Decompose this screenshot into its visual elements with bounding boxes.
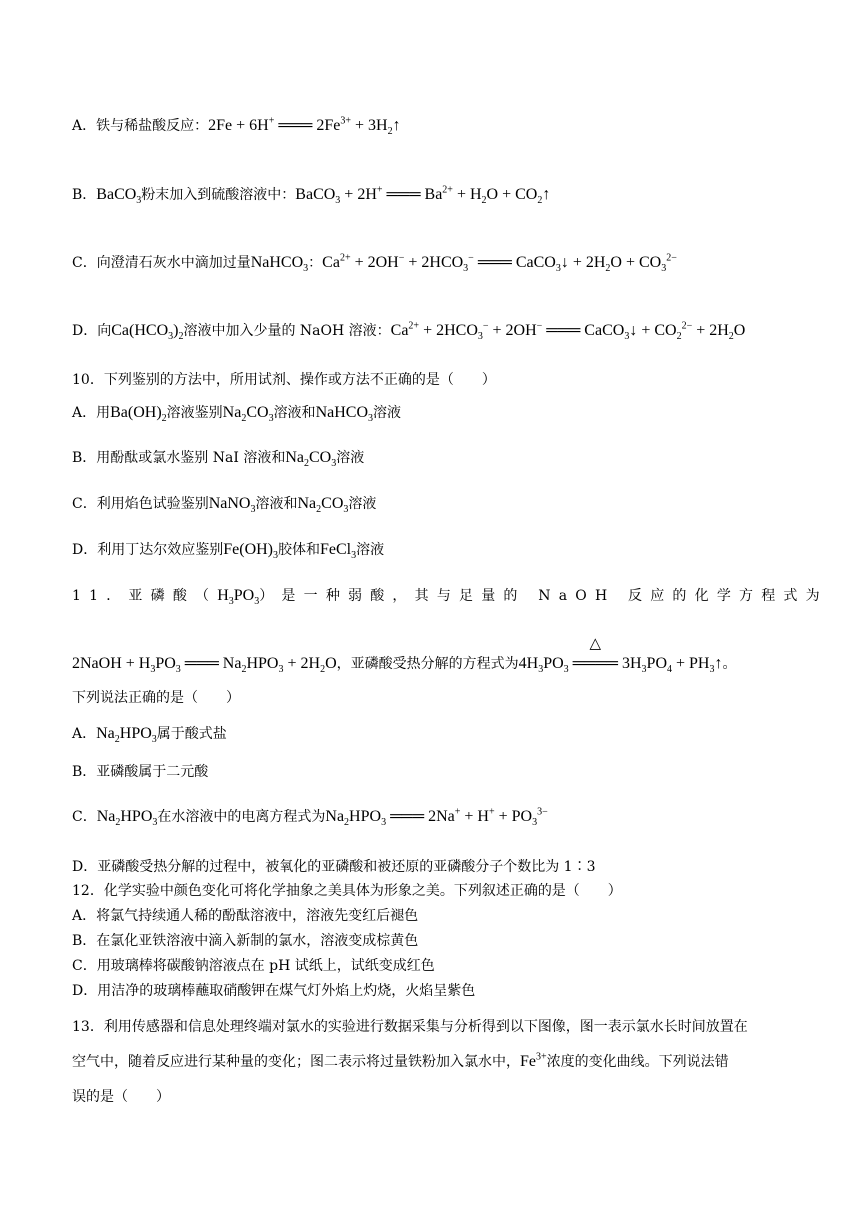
q9-option-b: B．BaCO$_3$粉末加入到硫酸溶液中：BaCO$_3$ + 2H+ ═══ $Ba^{2+} + H_2O$ + $CO_2↑$ [72,184,551,207]
q13-stem-line1: 13．利用传感器和信息处理终端对氯水的实验进行数据采集与分析得到以下图像，图一表示氯水长时间放置在 [72,1019,748,1035]
q11-option-b: B．亚磷酸属于二元酸 [72,764,209,780]
q11-option-a: A．$Na_2HPO_3$属于酸式盐 [72,725,227,746]
q13-stem-line3: 误的是（ ） [72,1089,170,1105]
formula: $Ca(HCO_3)_2$ [111,322,184,343]
q9-option-c: C．向澄清石灰水中滴加过量NaHCO$_3$：$Ca^{2+} + 2OH^- + 2HCO_3^-$ ═══ CaCO$_3$↓ + $2H_2O + CO_3^{2-}$ [72,252,677,275]
q9-option-d: D．向$Ca(HCO_3)_2$溶液中加入少量的 NaOH 溶液：$Ca^{2+} + 2HCO_3^- + 2OH^-$ ═══ CaCO$_3$↓ + $CO_2^{2-} + 2H_2O$ [72,320,746,343]
q9-option-a: A．铁与稀盐酸反应：2Fe + 6H+ ═══ $2Fe^{3+}$ + $3H_2↑$ [72,115,401,138]
equation: 2Fe + 6H+ ═══ $2Fe^{3+}$ + $3H_2↑$ [208,115,401,138]
q10-option-b: B．用酚酞或氯水鉴别 NaI 溶液和$Na_2CO_3$溶液 [72,449,365,470]
equation: BaCO$_3$ + 2H+ ═══ $Ba^{2+} + H_2O$ + $CO_2↑$ [295,184,551,207]
q10-option-c: C．利用焰色试验鉴别NaNO$_3$溶液和$Na_2CO_3$溶液 [72,495,377,516]
q11-question: 下列说法正确的是（ ） [72,690,240,706]
heat-symbol: △ [589,636,602,652]
equation: 2NaOH + $H_3PO_3$ ═══ $Na_2HPO_3 + 2H_2O$ [72,655,337,676]
q10-option-d: D．利用丁达尔效应鉴别$Fe(OH)_3$胶体和FeCl$_3$溶液 [72,541,385,562]
q11-equations: 2NaOH + $H_3PO_3$ ═══ $Na_2HPO_3 + 2H_2O$，亚磷酸受热分解的方程式为$4H_3PO_3$ △ ════ $3H_3PO_4$ + $PH_3↑$。 [72,636,737,676]
q11-option-c: C．$Na_2HPO_3$在水溶液中的电离方程式为$Na_2HPO_3$ ═══ $2Na^+ + H^+ + PO_3^{3-}$ [72,806,548,829]
formula: BaCO$_3$ [96,186,142,207]
equation: $4H_3PO_3$ △ ════ $3H_3PO_4$ + $PH_3↑$ [518,636,723,676]
q12-option-a: A．将氯气持续通人稀的酚酞溶液中，溶液先变红后褪色 [72,908,419,924]
q13-stem-line2: 空气中，随着反应进行某种量的变化；图二表示将过量铁粉加入氯水中，$Fe^{3+}$浓度的变化曲线。下列说法错 [72,1051,729,1070]
formula: NaHCO$_3$ [250,254,309,275]
q12-option-d: D．用洁净的玻璃棒蘸取硝酸钾在煤气灯外焰上灼烧，火焰呈紫色 [72,983,476,999]
q11-stem: 11．亚磷酸$(H_3PO_3)$是一种弱酸，其与足量的 NaOH 反应的化学方程式为 [72,587,828,608]
equation: $Na_2HPO_3$ ═══ $2Na^+ + H^+ + PO_3^{3-}$ [325,806,548,829]
q10-stem: 10．下列鉴别的方法中，所用试剂、操作或方法不正确的是（ ） [72,372,496,388]
equation: $Ca^{2+} + 2HCO_3^- + 2OH^-$ ═══ CaCO$_3$↓ + $CO_2^{2-} + 2H_2O$ [390,320,746,343]
q10-option-a: A．用$Ba(OH)_2$溶液鉴别$Na_2CO_3$溶液和NaHCO$_3$溶液 [72,404,401,425]
q11-option-d: D．亚磷酸受热分解的过程中，被氧化的亚磷酸和被还原的亚磷酸分子个数比为 1∶3 [72,859,596,875]
q12-option-b: B．在氯化亚铁溶液中滴入新制的氯水，溶液变成棕黄色 [72,933,419,949]
equation: $Ca^{2+} + 2OH^- + 2HCO_3^-$ ═══ CaCO$_3$↓ + $2H_2O + CO_3^{2-}$ [322,252,677,275]
q12-stem: 12．化学实验中颜色变化可将化学抽象之美具体为形象之美。下列叙述正确的是（ ） [72,883,622,899]
q12-option-c: C．用玻璃棒将碳酸钠溶液点在 pH 试纸上，试纸变成红色 [72,958,435,974]
